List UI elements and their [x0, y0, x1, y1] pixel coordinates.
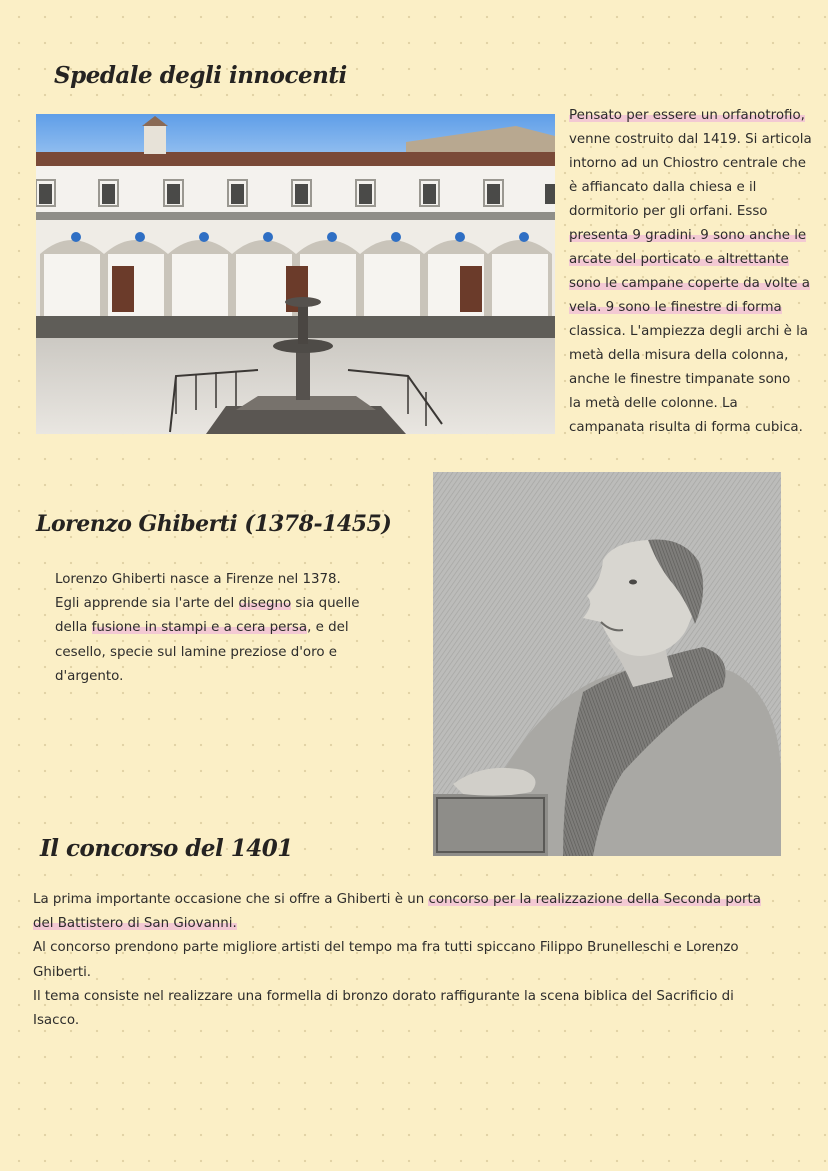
concorso-line: Ghiberti.	[33, 964, 92, 980]
ghiberti-bio-line: Lorenzo Ghiberti nasce a Firenze nel 1378.	[55, 572, 341, 587]
spedale-line: presenta 9 gradini. 9 sono anche le	[569, 228, 807, 243]
concorso-line: Il tema consiste nel realizzare una formella di bronzo dorato raffigurante la scena biblica del Sacrificio di	[33, 988, 734, 1004]
spedale-line: Pensato per essere un orfanotrofio,	[569, 108, 805, 123]
spedale-line: arcate del porticato e altrettante	[569, 252, 789, 267]
spedale-line: dormitorio per gli orfani. Esso	[569, 204, 768, 219]
spedale-line: anche le finestre timpanate sono	[569, 372, 791, 387]
concorso-body	[33, 888, 823, 1033]
spedale-line: vela. 9 sono le finestre di forma	[569, 300, 782, 315]
spedale-line: intorno ad un Chiostro centrale che	[569, 156, 807, 171]
spedale-line: classica. L'ampiezza degli archi è la	[569, 324, 809, 339]
spedale-line: venne costruito dal 1419. Si articola	[569, 132, 812, 147]
spedale-line: sono le campane coperte da volte a	[569, 276, 810, 291]
spedale-line: la metà delle colonne. La	[569, 396, 738, 411]
ghiberti-bio	[55, 568, 415, 689]
ghiberti-bio-line: cesello, specie sul lamine preziose d'oro e	[55, 644, 338, 660]
concorso-line: Al concorso prendono parte migliore artisti del tempo ma fra tutti spiccano Filippo Brunelleschi e Lorenzo	[33, 940, 739, 956]
ghiberti-bio-line: Egli apprende sia l'arte del disegno sia quelle	[55, 596, 360, 612]
spedale-line: è affiancato dalla chiesa e il	[569, 180, 757, 195]
spedale-description	[569, 104, 827, 440]
spedale-line: metà della misura della colonna,	[569, 348, 789, 363]
concorso-line: La prima importante occasione che si offre a Ghiberti è un concorso per la realizzazione della Seconda porta	[33, 892, 761, 907]
concorso-title: Il concorso del 1401	[40, 835, 293, 862]
ghiberti-portrait	[433, 472, 781, 856]
spedale-photo	[36, 114, 555, 434]
ghiberti-title: Lorenzo Ghiberti (1378-1455)	[36, 511, 392, 537]
spedale-line: campanata risulta di forma cubica.	[569, 420, 803, 435]
spedale-title: Spedale degli innocenti	[54, 62, 347, 89]
concorso-line: Isacco.	[33, 1013, 80, 1029]
ghiberti-bio-line: della fusione in stampi e a cera persa, e del	[55, 620, 349, 636]
concorso-line: del Battistero di San Giovanni.	[33, 916, 237, 932]
ghiberti-bio-line: d'argento.	[55, 668, 124, 684]
